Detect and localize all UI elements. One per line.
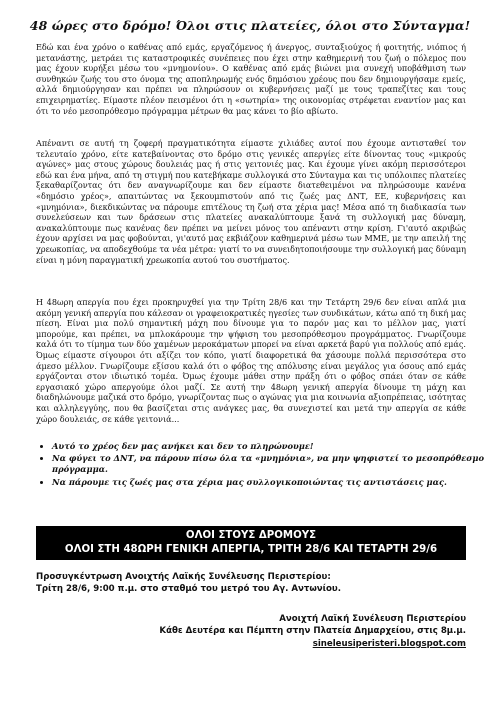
- paragraph-2: Απέναντι σε αυτή τη ζοφερή πραγματικότητα είμαστε χιλιάδες αυτοί που έχουμε αντισταθεί τον τελευταίο χρόνο, είτε κατεβαίνοντας στο δρόμο στις γενικές απεργίες είτε δίνοντας τους «μικρούς αγώνες» μας στους χώρους δουλειάς μας ή στις γειτονιές μας. Και έχουμε γίνει ακόμη περισσότεροι εδώ και ένα μήνα, από τη στιγμή που κατεβήκαμε συλλογικά στο Σύνταγμα και τις υπόλοιπες πλατείες ξεκαθαρίζοντας ότι δεν αναγνωρίζουμε και δεν είμαστε διατεθειμένοι να πληρώσουμε κανένα «δημόσιο χρέος», απαιτώντας να ξεκουμπιστούν από τις ζωές μας ΔΝΤ, ΕΕ, κυβερνήσεις και «μνημόνια», διεκδικώντας να πάρουμε επιτέλους τη ζωή στα χέρια μας! Μέσα από τη διαδικασία των συνελεύσεων και των δράσεων στις πλατείες ανακαλύπτουμε ξανά τη συλλογική μας δύναμη, ανακαλύπτουμε πως κανένας δεν πρέπει να μείνει μόνος του απέναντι στην κρίση. Γι'αυτό ακριβώς έχουν αρχίσει να μας φοβούνται, γι'αυτό μας εκβιάζουν καθημερινά μέσω των ΜΜΕ, με την απειλή της χρεωκοπίας, να αποδεχθούμε τα νέα μέτρα: γιατί το να συνειδητοποιήσουμε την συλλογική μας δύναμη είναι η μόνη παραγματική χρεωκοπία αυτού του συστήματος.: [36, 138, 466, 265]
- strike-banner: [36, 526, 466, 560]
- paragraph-3: Η 48ωρη απεργία που έχει προκηρυχθεί για την Τρίτη 28/6 και την Τετάρτη 29/6 δεν είναι απλά μια ακόμη γενική απεργία που κάλεσαν οι γραφειοκρατικές ηγεσίες των συνδικάτων, κάτω από τη δική μας πίεση. Είναι μια πολύ σημαντική μάχη που δίνουμε για το παρόν μας και το μέλλον μας, γιατί μπορούμε, και πρέπει, να μπλοκάρουμε την ψήφιση του μεσοπρόθεσμου προγράμματος. Γνωρίζουμε καλά ότι το τίμημα των δύο χαμένων μεροκάματων μπορεί να είναι αρκετά βαρύ για πολλούς από εμάς. Όμως είμαστε σίγουροι ότι αξίζει τον κόπο, γιατί διαφορετικά θα χάσουμε πολλά περισσότερα στο άμεσο μέλλον. Γνωρίζουμε εξίσου καλά ότι ο φόβος της απόλυσης είναι μεγάλος για όσους από εμάς εργάζονται στον ιδιωτικό τομέα. Όμως έχουμε μάθει στην πράξη ότι ο φόβος σπάει όταν σε κάθε εργασιακό χώρο απεργούμε όλοι μαζί. Σε αυτή την 48ωρη γενική απεργία δίνουμε τη μάχη και διαδηλώνουμε μαζικά στο δρόμο, γνωρίζοντας πως ο αγώνας για μια κοινωνία αξιοπρέπειας, ισότητας και αλληλεγγύης, που θα βασίζεται στις ανάγκες μας, θα συνεχιστεί και μετά την απεργία σε κάθε χώρο δουλειάς, σε κάθε γειτονιά...: [36, 297, 466, 424]
- blog-link[interactable]: sineleusiperisteri.blogspot.com: [312, 638, 466, 649]
- assembly-schedule: Κάθε Δευτέρα και Πέμπτη στην Πλατεία Δημαρχείου, στις 8μ.μ.: [159, 626, 466, 637]
- banner-line-1: ΟΛΟΙ ΣΤΟΥΣ ΔΡΟΜΟΥΣ: [185, 530, 317, 541]
- gathering-info: [36, 571, 466, 595]
- gathering-heading: Προσυγκέντρωση Ανοιχτής Λαϊκής Συνέλευσης Περιστερίου:: [36, 572, 331, 582]
- banner-line-2: ΟΛΟΙ ΣΤΗ 48ΩΡΗ ΓΕΝΙΚΗ ΑΠΕΡΓΙΑ, ΤΡΙΤΗ 28/6 ΚΑΙ ΤΕΤΑΡΤΗ 29/6: [64, 544, 438, 555]
- demand-item-1: • Αυτό το χρέος δεν μας ανήκει και δεν το πληρώνουμε!: [52, 441, 484, 452]
- paragraph-1: Εδώ και ένα χρόνο ο καθένας από εμάς, εργαζόμενος ή άνεργος, συνταξιούχος ή φοιτητής, νιόπιος ή μετανάστης, μετράει τις καταστροφικές συνέπειες που έχει στην καθημερινή του ζωή ο πόλεμος που μας έχουν κυρήξει μέσω του «μνημονίου». Ο καθένας από εμάς βιώνει μια συνεχή υποβάθμιση των συνθηκών ζωής του στο όνομα της αποπληρωμής ενός δημόσιου χρέους που δεν δημιουργήσαμε εμείς, αλλά δημιούργησαν και πρέπει να πληρώσουν οι κυβερνήσεις μαζί με τους τραπεζίτες και τους επιχειρηματίες. Είμαστε πλέον πεισμένοι ότι η «σωτηρία» της οικονομίας στρέφεται εναντίον μας και ότι το νέο μεσοπρόθεσμο πρόγραμμα μέτρων θα μας κάνει το βίο αβίωτο.: [36, 42, 466, 116]
- assembly-name: Ανοιχτή Λαϊκή Συνέλευση Περιστερίου: [279, 614, 466, 624]
- gathering-details: Τρίτη 28/6, 9:00 π.μ. στο σταθμό του μετρό του Αγ. Αντωνίου.: [36, 584, 341, 594]
- demand-item-2: • Να φύγει το ΔΝΤ, να πάρουν πίσω όλα τα «μνημόνια», να μην ψηφιστεί το μεσοπρόθεσμο πρόγραμμα.: [52, 453, 484, 475]
- signature-block: [36, 613, 466, 650]
- demands-list: [36, 441, 484, 489]
- demand-item-3: • Να πάρουμε τις ζωές μας στα χέρια μας συλλογικοποιώντας τις αντιστάσεις μας.: [52, 477, 484, 488]
- leaflet-title: 48 ώρες στο δρόμο! Όλοι στις πλατείες, όλοι στο Σύνταγμα!: [29, 18, 471, 33]
